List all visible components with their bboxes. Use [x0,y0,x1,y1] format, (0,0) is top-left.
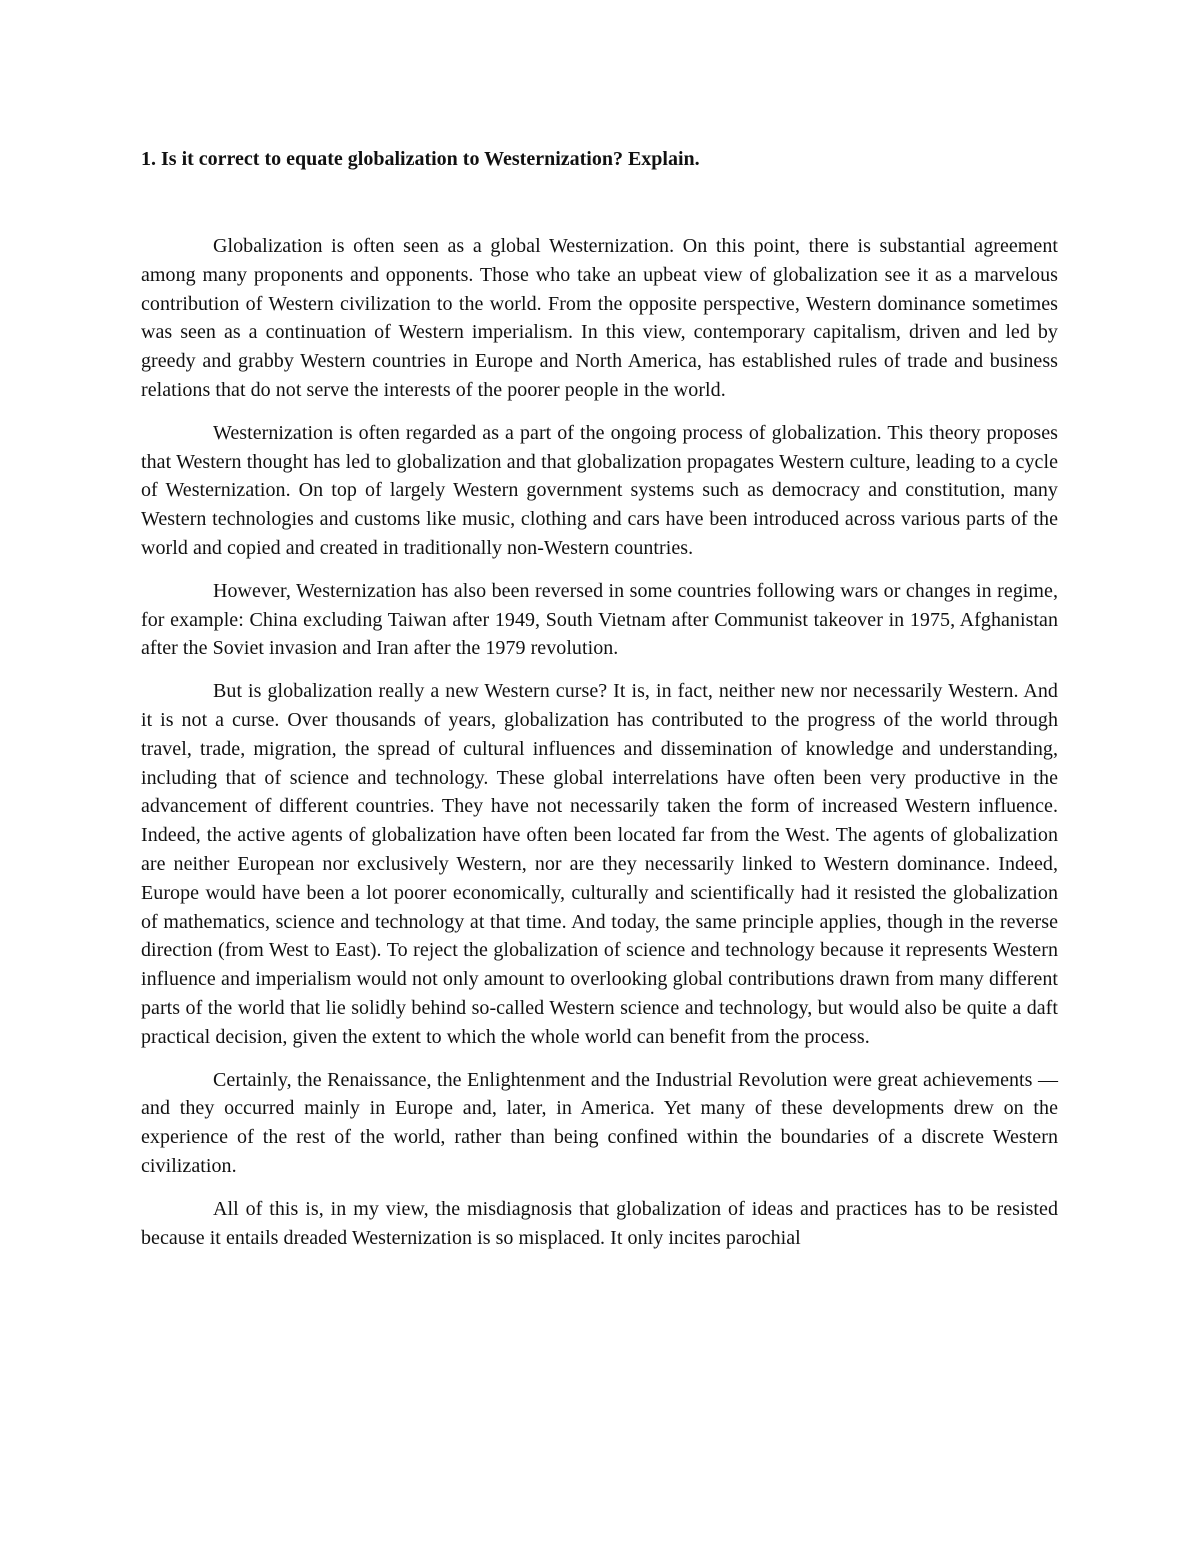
question-heading: 1. Is it correct to equate globalization to Westernization? Explain. [141,148,700,170]
paragraph-1: Globalization is often seen as a global Westernization. On this point, there is substantial agreement among many proponents and opponents. Those who take an upbeat view of globalization see it as a marvelous contribution of Western civilization to the world. From the opposite perspective, Western dominance sometimes was seen as a continuation of Western imperialism. In this view, contemporary capitalism, driven and led by greedy and grabby Western countries in Europe and North America, has established rules of trade and business relations that do not serve the interests of the poorer people in the world. [141,235,1058,401]
paragraph-4: But is globalization really a new Western curse? It is, in fact, neither new nor necessarily Western. And it is not a curse. Over thousands of years, globalization has contributed to the progress of the world through travel, trade, migration, the spread of cultural influences and dissemination of knowledge and understanding, including that of science and technology. These global interrelations have often been very productive in the advancement of different countries. They have not necessarily taken the form of increased Western influence. Indeed, the active agents of globalization have often been located far from the West. The agents of globalization are neither European nor exclusively Western, nor are they necessarily linked to Western dominance. Indeed, Europe would have been a lot poorer economically, culturally and scientifically had it resisted the globalization of mathematics, science and technology at that time. And today, the same principle applies, though in the reverse direction (from West to East). To reject the globalization of science and technology because it represents Western influence and imperialism would not only amount to overlooking global contributions drawn from many different parts of the world that lie solidly behind so-called Western science and technology, but would also be quite a daft practical decision, given the extent to which the whole world can benefit from the process. [141,680,1058,1048]
paragraph-2: Westernization is often regarded as a part of the ongoing process of globalization. This theory proposes that Western thought has led to globalization and that globalization propagates Western culture, leading to a cycle of Westernization. On top of largely Western government systems such as democracy and constitution, many Western technologies and customs like music, clothing and cars have been introduced across various parts of the world and copied and created in traditionally non-Western countries. [141,421,1058,559]
paragraph-6: All of this is, in my view, the misdiagnosis that globalization of ideas and practices has to be resisted because it entails dreaded Westernization is so misplaced. It only incites parochial [141,1197,1058,1249]
paragraph-5: Certainly, the Renaissance, the Enlightenment and the Industrial Revolution were great achievements — and they occurred mainly in Europe and, later, in America. Yet many of these developments drew on the experience of the rest of the world, rather than being confined within the boundaries of a discrete Western civilization. [141,1068,1058,1177]
paragraph-3: However, Westernization has also been reversed in some countries following wars or changes in regime, for example: China excluding Taiwan after 1949, South Vietnam after Communist takeover in 1975, Afghanistan after the Soviet invasion and Iran after the 1979 revolution. [141,579,1058,660]
essay-body [141,232,1058,1266]
